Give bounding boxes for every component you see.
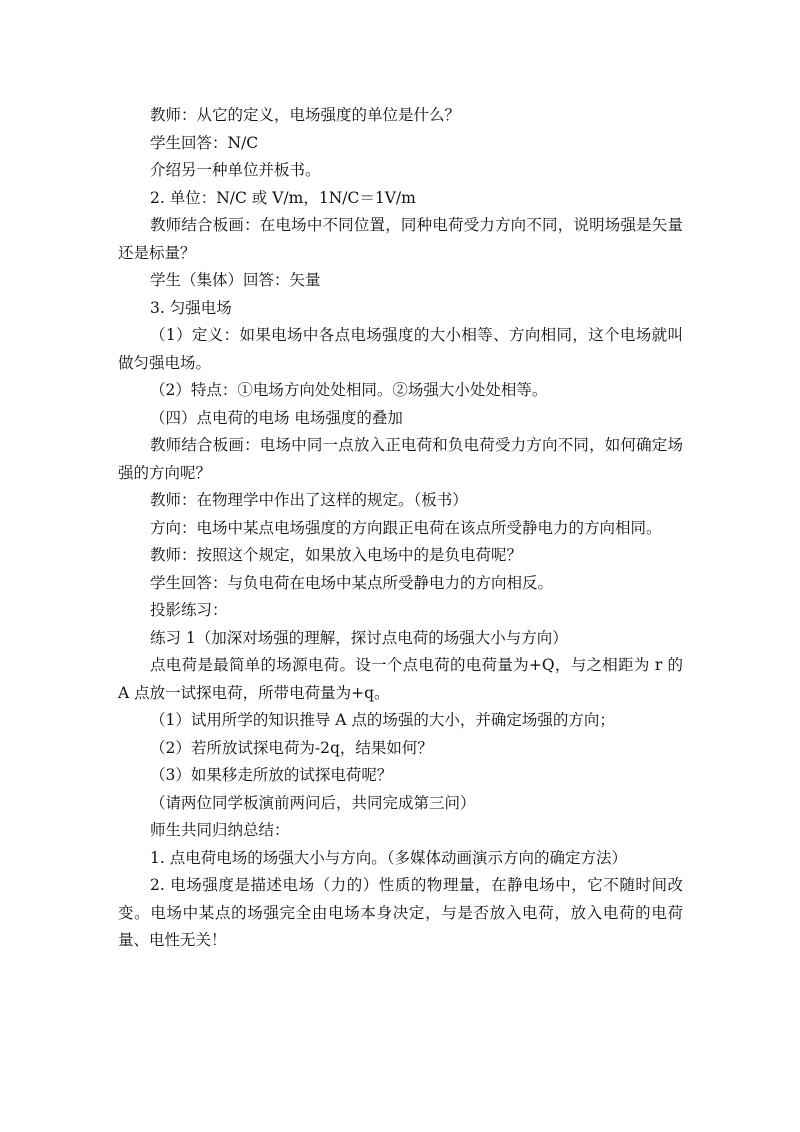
paragraph-summary-1: 1. 点电荷电场的场强大小与方向。（多媒体动画演示方向的确定方法） [150,848,627,867]
paragraph-teacher-unit-question: 教师：从它的定义，电场强度的单位是什么？ [150,106,461,124]
paragraph-exercise-question-1: （1）试用所学的知识推导 A 点的场强的大小，并确定场强的方向； [150,711,615,729]
paragraph-student-answer-nc: 学生回答：N/C [150,133,259,152]
paragraph-uniform-field-features: （2）特点：①电场方向处处相同。②场强大小处处相等。 [150,381,548,399]
paragraph-introduce-unit: 介绍另一种单位并板书。 [150,161,321,179]
paragraph-summary-intro: 师生共同归纳总结： [150,821,290,839]
heading-uniform-field: 3. 匀强电场 [150,298,232,317]
paragraph-students-answer-vector: 学生（集体）回答：矢量 [150,271,321,289]
paragraph-board-demo-note: （请两位同学板演前两问后，共同完成第三问） [150,793,476,812]
paragraph-exercise-question-2: （2）若所放试探电荷为-2q，结果如何？ [150,738,433,757]
document-body [118,102,683,955]
heading-point-charge-field: （四）点电荷的电场 电场强度的叠加 [150,408,403,427]
paragraph-exercise-1-setup: 点电荷是最简单的场源电荷。设一个点电荷的电荷量为+Q，与之相距为 r 的 A 点放一试探电荷，所带电荷量为+q。 [118,656,683,702]
paragraph-negative-charge-answer: 学生回答：与负电荷在电场中某点所受静电力的方向相反。 [150,573,554,592]
paragraph-teacher-rule: 教师：在物理学中作出了这样的规定。（板书） [150,491,468,509]
paragraph-direction-question: 教师结合板画：电场中同一点放入正电荷和负电荷受力方向不同，如何确定场强的方向呢？ [118,436,683,482]
paragraph-vector-or-scalar-question: 教师结合板画：在电场中不同位置，同种电荷受力方向不同，说明场强是矢量还是标量？ [118,216,683,262]
paragraph-unit-definition: 2. 单位：N/C 或 V/m，1N/C＝1V/m [150,188,416,207]
paragraph-exercise-1-title: 练习 1（加深对场强的理解，探讨点电荷的场强大小与方向） [150,628,568,647]
paragraph-uniform-field-definition: （1）定义：如果电场中各点电场强度的大小相等、方向相同，这个电场就叫做匀强电场。 [118,326,683,372]
paragraph-direction-definition: 方向：电场中某点电场强度的方向跟正电荷在该点所受静电力的方向相同。 [150,518,662,537]
paragraph-summary-2: 2. 电场强度是描述电场（力的）性质的物理量，在静电场中，它不随时间改变。电场中某点的场强完全由电场本身决定，与是否放入电荷，放入电荷的电荷量、电性无关！ [118,876,683,949]
paragraph-negative-charge-question: 教师：按照这个规定，如果放入电场中的是负电荷呢？ [150,546,523,564]
paragraph-exercise-question-3: （3）如果移走所放的试探电荷呢？ [150,766,393,784]
paragraph-projection-exercise: 投影练习： [150,601,228,619]
